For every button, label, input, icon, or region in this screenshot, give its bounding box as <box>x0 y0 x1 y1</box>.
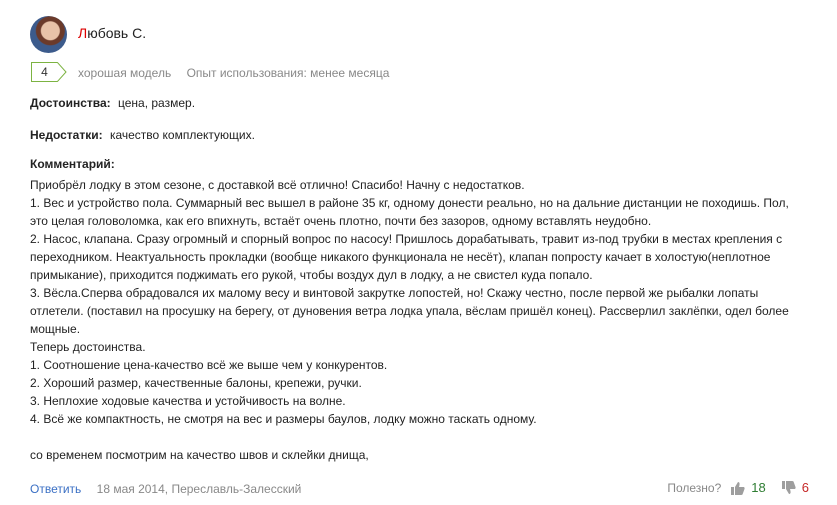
helpful-down-count: 6 <box>801 480 809 495</box>
thumbs-down-icon[interactable] <box>782 481 796 495</box>
author-name[interactable] <box>78 25 146 41</box>
date-place: 18 мая 2014, Переславль-Залесский <box>96 482 302 496</box>
avatar[interactable] <box>30 16 67 53</box>
verdict-text: хорошая модель <box>78 66 172 80</box>
helpful-up-count: 18 <box>751 480 766 495</box>
review-meta <box>78 66 401 80</box>
rating-badge: 4 <box>31 62 57 82</box>
cons-label: Недостатки: <box>30 128 103 142</box>
thumbs-up-icon[interactable] <box>731 481 745 495</box>
pros-label: Достоинства: <box>30 96 111 110</box>
author-name-rest: юбовь С. <box>87 25 147 41</box>
rating-badge-arrow <box>57 62 67 82</box>
pros-text: цена, размер. <box>118 96 196 110</box>
cons-row <box>30 128 255 142</box>
author-name-initial: Л <box>78 25 88 41</box>
pros-row <box>30 96 195 110</box>
review-footer <box>30 482 301 496</box>
cons-text: качество комплектующих. <box>109 128 255 142</box>
reply-link[interactable]: Ответить <box>30 482 82 496</box>
helpful-question: Полезно? <box>667 480 722 495</box>
comment-label: Комментарий: <box>30 157 115 171</box>
comment-text: Приобрёл лодку в этом сезоне, с доставкой всё отлично! Спасибо! Начну с недостатков. 1. Вес и устройство пола. Суммарный вес вышел в районе 35 кг, одному донести реально, но на дальние дистанции не походишь. Пол, это целая головоломка, как его впихнуть, встаёт очень плотно, почти без зазоров, одному вставлять неудобно. 2. Насос, клапана. Сразу огромный и спорный вопрос по насосу! Пришлось дорабатывать, травит из-под трубки в местах крепления с переходником. Неактуальность прокладки (вообще никакого функционала не несёт), клапан попросту качает в холостую(неплотное примыкание), приходится поджимать его рукой, чтобы воздух дул в лодку, а не свистел куда попало. 3. Вёсла.Сперва обрадовался их малому весу и винтовой закрутке лопостей, но! Скажу честно, после первой же рыбалки лопаты отлетели. (поставил на просушку на берегу, от дуновения ветра лодка упала, вёслам пришёл конец). Рассверлил заклёпки, одел более мощные. Теперь достоинства. 1. Соотношение цена-качество всё же выше чем у конкурентов. 2. Хороший размер, качественные балоны, крепежи, ручки. 3. Неплохие ходовые качества и устойчивость на волне. 4. Всё же компактность, не смотря на вес и размеры баулов, лодку можно таскать одному. со временем посмотрим на качество швов и склейки днища, <box>30 178 789 462</box>
experience-text: Опыт использования: менее месяца <box>186 66 390 80</box>
helpful-block <box>667 480 809 495</box>
